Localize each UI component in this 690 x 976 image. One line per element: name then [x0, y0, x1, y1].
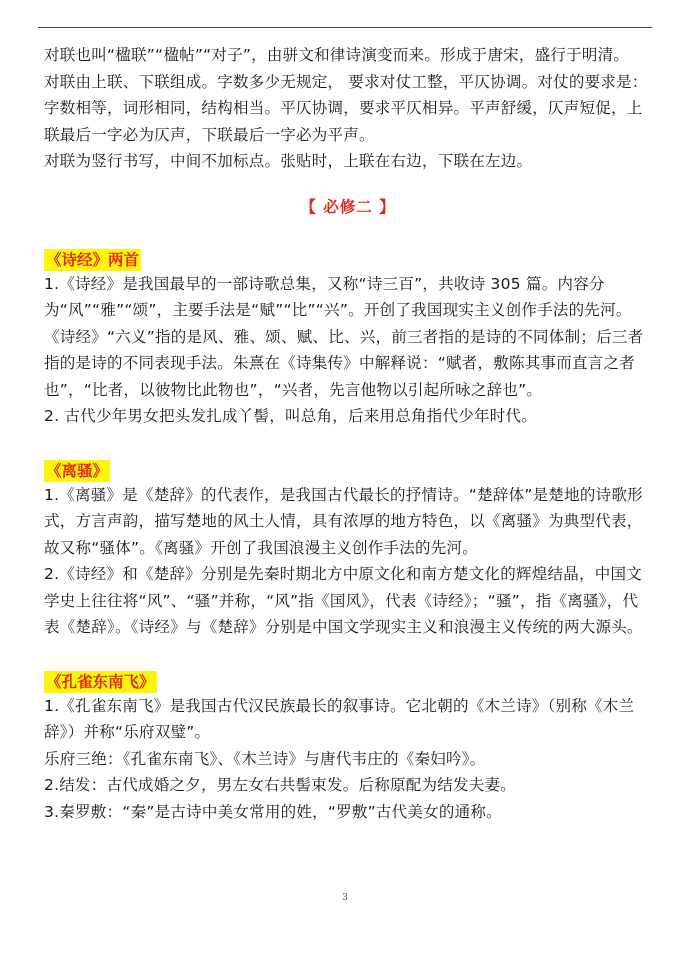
- section-title: 《离骚》: [46, 461, 109, 480]
- section-paragraph: 1.《诗经》是我国最早的一部诗歌总集，又称“诗三百”，共收诗 305 篇。内容分为“风”“雅”“颂”，主要手法是“赋”“比”“兴”。开创了我国现实主义创作手法的先河。: [44, 274, 632, 319]
- section-paragraph: 2. 古代少年男女把头发扎成丫髻，叫总角，后来用总角指代少年时代。: [44, 407, 537, 425]
- part-title: 【 必修二 】: [300, 197, 396, 216]
- section-paragraph: 乐府三绝：《孔雀东南飞》、《木兰诗》与唐代韦庄的《秦妇吟》。: [44, 749, 486, 768]
- section-title: 《诗经》两首: [46, 250, 140, 269]
- document-body: [44, 42, 652, 825]
- section-paragraph: 1.《孔雀东南飞》是我国古代汉民族最长的叙事诗。它北朝的《木兰诗》（别称《木兰辞》）并称“乐府双璧”。: [44, 696, 635, 741]
- intro-paragraph-3: 对联为竖行书写，中间不加标点。张贴时，上联在右边，下联在左边。: [44, 152, 533, 170]
- top-divider: [38, 27, 652, 28]
- section-kongque: [44, 671, 652, 826]
- page-number: 3: [342, 893, 348, 903]
- section-paragraph: 1.《离骚》是《楚辞》的代表作，是我国古代最长的抒情诗。“楚辞体”是楚地的诗歌形式，方言声韵，描写楚地的风土人情，具有浓厚的地方特色，以《离骚》为典型代表，故又称“骚体”。《离骚》开创了我国浪漫主义创作手法的先河。: [44, 485, 643, 557]
- section-paragraph: 3.秦罗敷：“秦”是古诗中美女常用的姓，“罗敷”古代美女的通称。: [44, 802, 502, 821]
- intro-paragraph-1: 对联也叫“楹联”“楹帖”“对子”，由骈文和律诗演变而来。形成于唐宋，盛行于明清。: [44, 46, 630, 64]
- section-shijing: [44, 249, 652, 430]
- section-paragraph: 2.《诗经》和《楚辞》分别是先秦时期北方中原文化和南方楚文化的辉煌结晶，中国文学史上往往将“风”、“骚”并称，“风”指《国风》，代表《诗经》；“骚”，指《离骚》，代表《楚辞》。《诗经》与《楚辞》分别是中国文学现实主义和浪漫主义传统的两大源头。: [44, 565, 643, 636]
- section-lisao: [44, 460, 652, 641]
- intro-paragraph-2: 对联由上联、下联组成。字数多少无规定， 要求对仗工整，平仄协调。对仗的要求是：字数相等，词形相同，结构相当。平仄协调，要求平仄相异。平声舒缓，仄声短促，上联最后一字必为仄声，下联最后一字必为平声。: [44, 72, 648, 144]
- section-paragraph: 2.结发：古代成婚之夕，男左女右共髻束发。后称原配为结发夫妻。: [44, 776, 517, 794]
- section-title: 《孔雀东南飞》: [46, 672, 155, 691]
- section-paragraph: 《诗经》“六义”指的是风、雅、颂、赋、比、兴，前三者指的是诗的不同体制；后三者指的是诗的不同表现手法。朱熹在《诗集传》中解释说：“赋者，敷陈其事而直言之者也”，“比者，以彼物比此物也”，“兴者，先言他物以引起所咏之辞也”。: [44, 327, 644, 399]
